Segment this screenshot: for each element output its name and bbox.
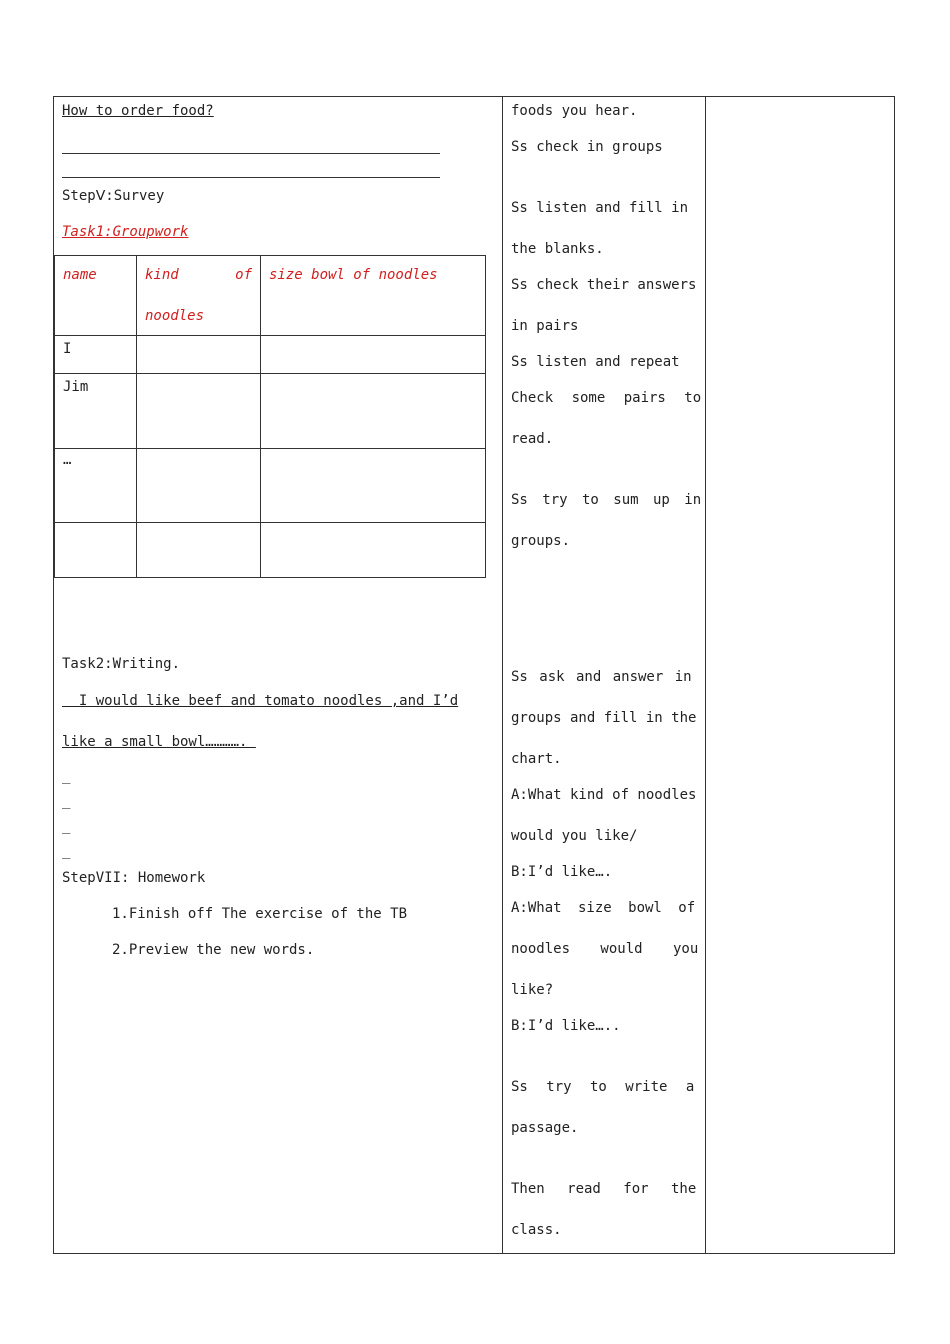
activity-line: would you like/	[511, 828, 638, 844]
activity-line: Ss try to write a	[511, 1079, 695, 1095]
header-of: of	[235, 267, 252, 283]
survey-table	[54, 255, 486, 578]
activity-line: Ss check in groups	[511, 139, 663, 155]
homework-item: 2.Preview the new words.	[112, 942, 315, 958]
cell-name: I	[55, 336, 137, 374]
activity-line	[511, 199, 696, 217]
blank-line-2	[62, 177, 440, 178]
activity-line: chart.	[511, 751, 562, 767]
activity-line: Ss try to sum up in	[511, 492, 702, 508]
header-noodles: noodles	[145, 308, 205, 324]
cell-size[interactable]	[261, 374, 486, 449]
activity-line: the blanks.	[511, 241, 604, 257]
lesson-plan-table	[53, 96, 895, 1254]
column-divider-1	[502, 97, 503, 1253]
activity-line: groups and fill in the	[511, 710, 697, 726]
writing-line-2: like a small bowl………….	[62, 734, 256, 750]
column-divider-2	[705, 97, 706, 1253]
activity-line: A:What size bowl of	[511, 900, 696, 916]
survey-row	[55, 374, 486, 449]
survey-row	[55, 449, 486, 523]
activity-line: Ss listen and repeat	[511, 354, 680, 370]
blank-line-1	[62, 153, 440, 154]
cell-size[interactable]	[261, 523, 486, 578]
cell-kind[interactable]	[137, 523, 261, 578]
header-kind: kind	[145, 267, 179, 283]
step5-title: StepⅤ:Survey	[62, 188, 165, 204]
writing-line-1: I would like beef and tomato noodles ,and I’d	[62, 693, 459, 709]
dash-line: _	[62, 818, 71, 834]
dash-line: _	[62, 793, 71, 809]
step7-title: StepVII: Homework	[62, 870, 206, 886]
activity-line: Check some pairs to	[511, 390, 702, 406]
activity-line: like?	[511, 982, 554, 998]
task2-title: Task2:Writing.	[62, 656, 181, 672]
activity-line: in pairs	[511, 318, 579, 334]
activity-line: class.	[511, 1222, 562, 1238]
header-name: name	[63, 267, 97, 283]
activity-line: B:I’d like….	[511, 864, 613, 880]
activity-line: passage.	[511, 1120, 579, 1136]
cell-kind[interactable]	[137, 374, 261, 449]
activity-line: Then read for the	[511, 1181, 697, 1197]
cell-kind[interactable]	[137, 336, 261, 374]
activity-line: foods you hear.	[511, 103, 638, 119]
survey-row	[55, 523, 486, 578]
cell-name	[55, 523, 137, 578]
header-size: size bowl of noodles	[269, 267, 438, 283]
cell-name: Jim	[55, 374, 137, 449]
dash-line: _	[62, 843, 71, 859]
homework-item: 1.Finish off The exercise of the TB	[112, 906, 408, 922]
activity-line: groups.	[511, 533, 571, 549]
activity-line: Ss ask and answer in	[511, 669, 692, 685]
survey-row	[55, 336, 486, 374]
activity-line: read.	[511, 431, 554, 447]
activity-line: noodles would you	[511, 941, 699, 957]
cell-name: …	[55, 449, 137, 523]
activity-text: Ss listen and fill in	[511, 200, 689, 216]
cell-size[interactable]	[261, 336, 486, 374]
activity-line: A:What kind of noodles	[511, 787, 697, 803]
activity-line: Ss check their answers	[511, 277, 697, 293]
survey-header-row	[55, 256, 486, 336]
dash-line: _	[62, 768, 71, 784]
cell-kind[interactable]	[137, 449, 261, 523]
activity-line: B:I’d like…..	[511, 1018, 621, 1034]
task1-title: Task1:Groupwork	[62, 224, 189, 240]
heading: How to order food?	[62, 103, 214, 119]
cell-size[interactable]	[261, 449, 486, 523]
